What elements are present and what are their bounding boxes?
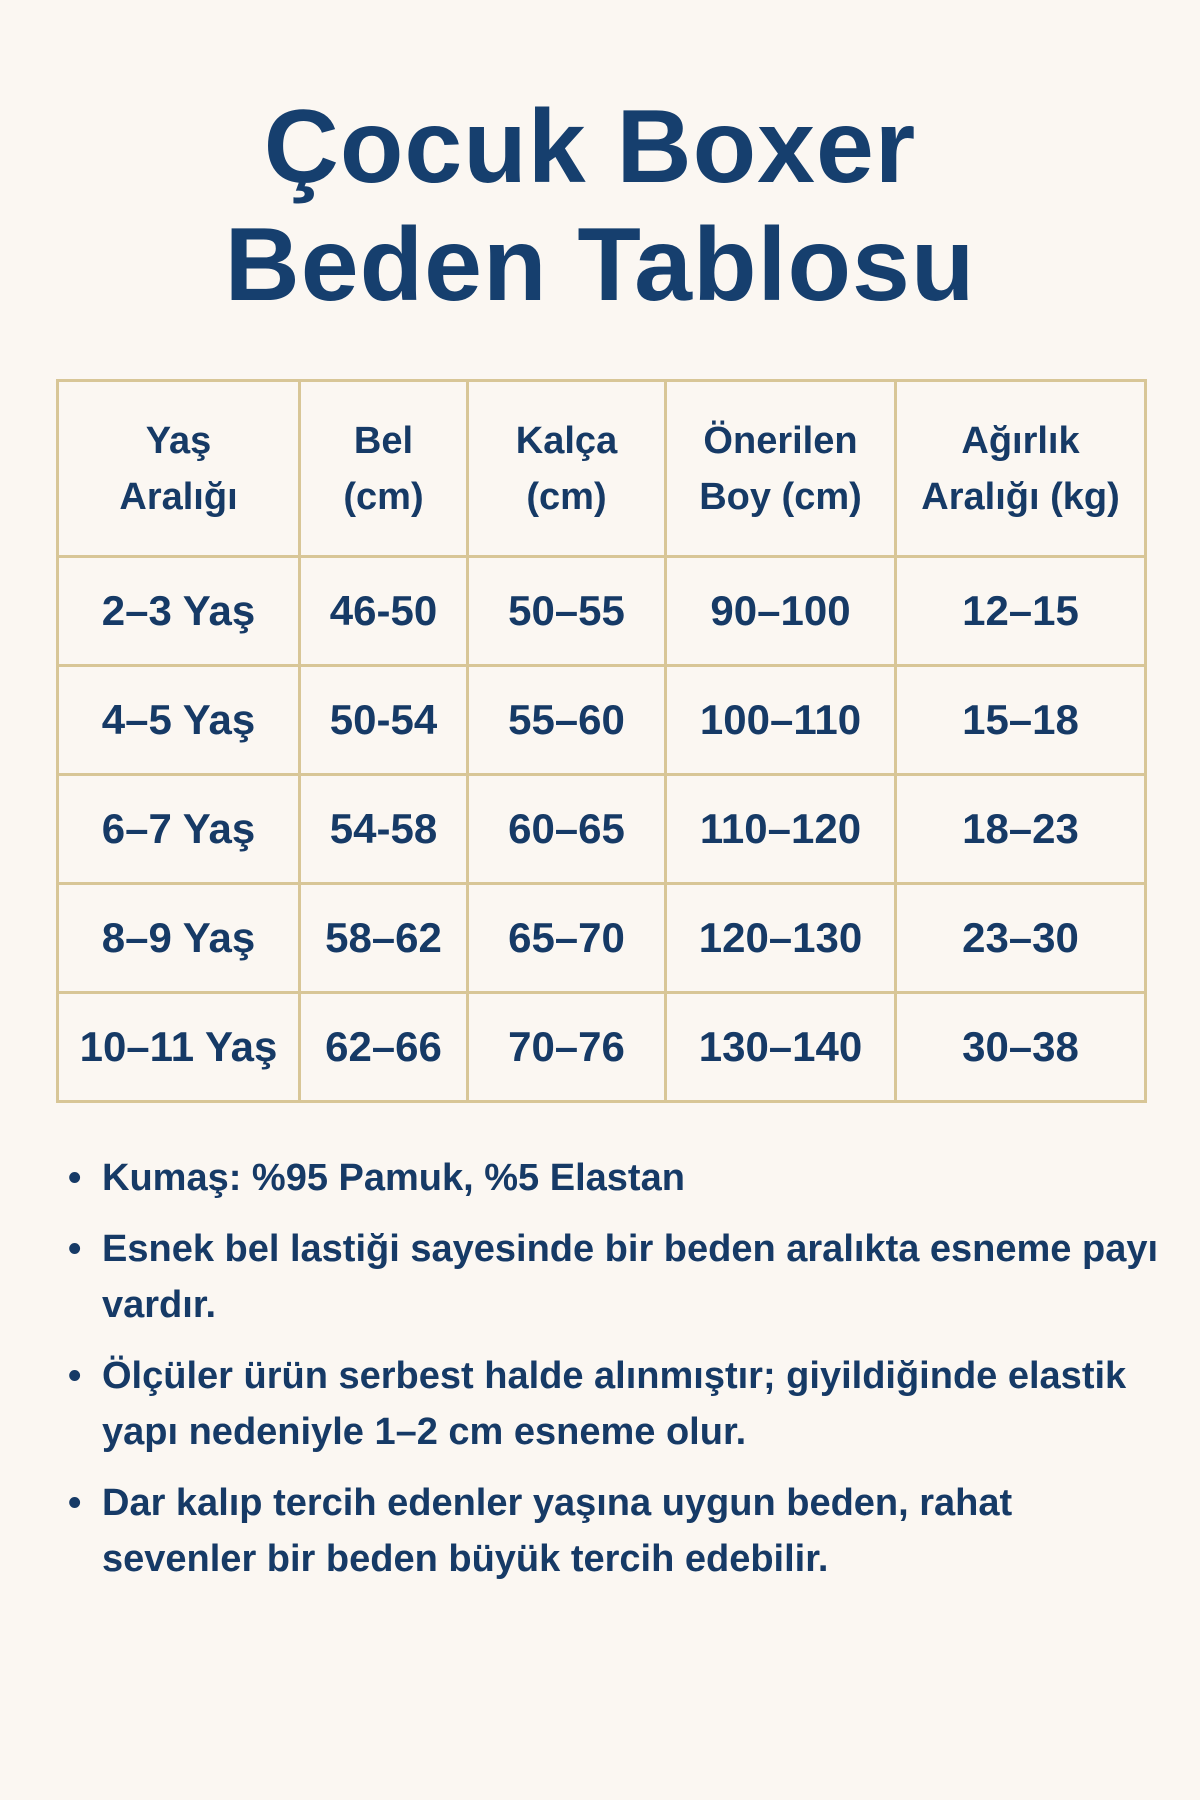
cell-hip: 60–65 — [468, 775, 666, 884]
page-title — [0, 88, 1200, 324]
note-text: Dar kalıp tercih edenler yaşına uygun beden, rahat sevenler bir beden büyük tercih edebilir. — [102, 1482, 1013, 1580]
cell-hip: 70–76 — [468, 993, 666, 1102]
cell-height: 130–140 — [666, 993, 896, 1102]
cell-hip: 65–70 — [468, 884, 666, 993]
cell-weight: 30–38 — [896, 993, 1146, 1102]
bullet-icon: • — [68, 1157, 82, 1199]
cell-waist: 46-50 — [300, 557, 468, 666]
table-row — [58, 884, 1146, 993]
header-age-range: Yaş Aralığı — [58, 381, 300, 557]
header-waist: Bel (cm) — [300, 381, 468, 557]
title-line-1: Çocuk Boxer — [263, 89, 917, 205]
cell-hip: 55–60 — [468, 666, 666, 775]
cell-waist: 58–62 — [300, 884, 468, 993]
note-item-elastic-waist — [68, 1221, 1168, 1333]
cell-height: 120–130 — [666, 884, 896, 993]
cell-waist: 62–66 — [300, 993, 468, 1102]
table-row — [58, 775, 1146, 884]
bullet-icon: • — [68, 1355, 82, 1397]
cell-age: 4–5 Yaş — [58, 666, 300, 775]
note-item-fabric — [68, 1150, 1168, 1206]
title-line-2: Beden Tablosu — [224, 207, 976, 323]
header-weight-range: Ağırlık Aralığı (kg) — [896, 381, 1146, 557]
bullet-icon: • — [68, 1228, 82, 1270]
cell-weight: 15–18 — [896, 666, 1146, 775]
note-text: Kumaş: %95 Pamuk, %5 Elastan — [102, 1157, 685, 1199]
note-item-measurements — [68, 1348, 1168, 1460]
cell-waist: 54-58 — [300, 775, 468, 884]
cell-height: 110–120 — [666, 775, 896, 884]
cell-age: 8–9 Yaş — [58, 884, 300, 993]
size-chart-table — [56, 379, 1147, 1103]
cell-height: 100–110 — [666, 666, 896, 775]
table-row — [58, 557, 1146, 666]
cell-weight: 12–15 — [896, 557, 1146, 666]
bullet-icon: • — [68, 1482, 82, 1524]
table-header-row — [58, 381, 1146, 557]
cell-waist: 50-54 — [300, 666, 468, 775]
header-recommended-height: Önerilen Boy (cm) — [666, 381, 896, 557]
cell-weight: 18–23 — [896, 775, 1146, 884]
note-item-fit-advice — [68, 1475, 1168, 1587]
cell-weight: 23–30 — [896, 884, 1146, 993]
notes-list — [68, 1150, 1168, 1602]
cell-age: 6–7 Yaş — [58, 775, 300, 884]
table-row — [58, 666, 1146, 775]
note-text: Ölçüler ürün serbest halde alınmıştır; giyildiğinde elastik yapı nedeniyle 1–2 cm esneme olur. — [102, 1355, 1127, 1453]
cell-age: 10–11 Yaş — [58, 993, 300, 1102]
cell-age: 2–3 Yaş — [58, 557, 300, 666]
cell-height: 90–100 — [666, 557, 896, 666]
table-row — [58, 993, 1146, 1102]
header-hip: Kalça (cm) — [468, 381, 666, 557]
cell-hip: 50–55 — [468, 557, 666, 666]
note-text: Esnek bel lastiği sayesinde bir beden aralıkta esneme payı vardır. — [102, 1228, 1159, 1326]
